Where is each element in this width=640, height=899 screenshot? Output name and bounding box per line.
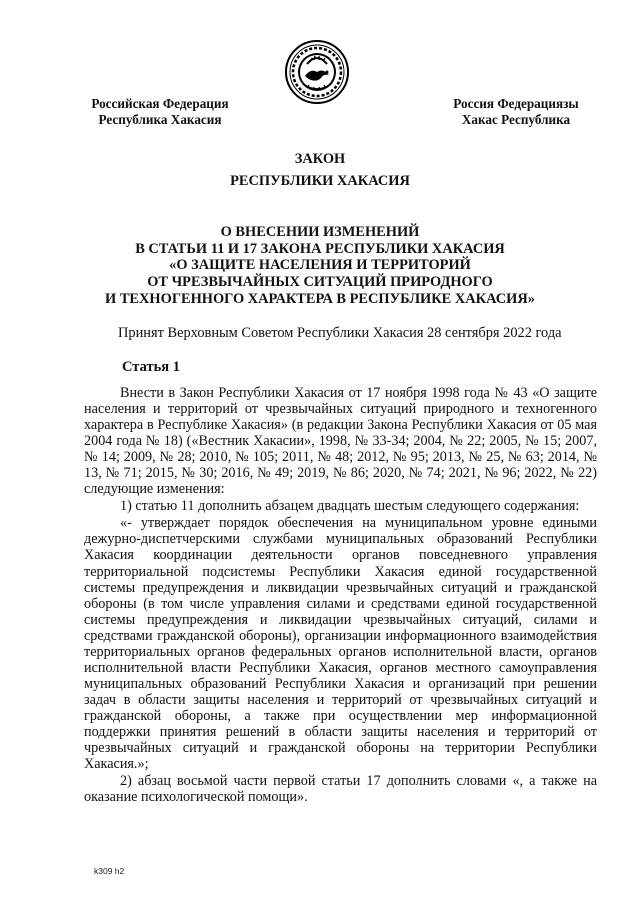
header-right <box>438 96 594 128</box>
article-body <box>84 385 597 805</box>
law-subject <box>0 224 640 308</box>
header-left <box>82 96 238 128</box>
document-code: k309 h2 <box>94 866 125 876</box>
header-right-country: Россия Федерациязы <box>453 96 579 111</box>
subject-line1: О ВНЕСЕНИИ ИЗМЕНЕНИЙ <box>220 224 420 240</box>
header-right-republic: Хакас Республика <box>461 112 571 127</box>
subject-line2: В СТАТЬИ 11 И 17 ЗАКОНА РЕСПУБЛИКИ ХАКАСИЯ <box>135 240 505 257</box>
law-title-line2: РЕСПУБЛИКИ ХАКАСИЯ <box>230 172 410 189</box>
subject-line3: «О ЗАЩИТЕ НАСЕЛЕНИЯ И ТЕРРИТОРИЙ <box>169 257 471 274</box>
subject-line5: И ТЕХНОГЕННОГО ХАРАКТЕРА В РЕСПУБЛИКЕ ХАКАСИЯ» <box>105 290 535 307</box>
article-paragraph: 1) статью 11 дополнить абзацем двадцать шестым следующего содержания: <box>120 498 580 515</box>
subject-line4: ОТ ЧРЕЗВЫЧАЙНЫХ СИТУАЦИЙ ПРИРОДНОГО <box>147 274 493 291</box>
article-paragraph: 2) абзац восьмой части первой статьи 17 дополнить словами «, а также на оказание психологической помощи». <box>84 773 597 806</box>
adoption-statement: Принят Верховным Советом Республики Хакасия 28 сентября 2022 года <box>118 325 562 341</box>
coat-of-arms-emblem <box>283 38 351 106</box>
article-paragraph: «- утверждает порядок обеспечения на муниципальном уровне едиными дежурно-диспетчерскими службами муниципальных образований Республики Хакасия координации деятельности органов повседневного управления территориальной подсистемы Республики Хакасия единой государственной системы предупреждения и ликвидации чрезвычайных ситуаций и гражданской обороны (в том числе управления силами и средствами единой государственной системы предупреждения и ликвидации чрезвычайных ситуаций, силами и средствами гражданской обороны), организации информационного взаимодействия территориальных органов федеральных органов исполнительной власти, органов исполнительной власти Республики Хакасия, органов местного самоуправления муниципальных образований Республики Хакасия и организаций при решении задач в области защиты населения и территорий от чрезвычайных ситуаций и гражданской обороны, а также при осуществлении мер информационной поддержки принятия решений в области защиты населения и территорий от чрезвычайных ситуаций и гражданской обороны на территории Республики Хакасия.»; <box>84 515 597 773</box>
law-title <box>0 151 640 194</box>
article-heading: Статья 1 <box>122 359 180 375</box>
law-title-line1: ЗАКОН <box>294 151 346 167</box>
header-left-republic: Республика Хакасия <box>98 112 222 127</box>
header-left-country: Российская Федерация <box>91 96 229 111</box>
article-paragraph: Внести в Закон Республики Хакасия от 17 ноября 1998 года № 43 «О защите населения и территорий от чрезвычайных ситуаций природного и техногенного характера в Республике Хакасия» (в редакции Закона Республики Хакасия от 05 мая 2004 года № 18) («Вестник Хакасии», 1998, № 33-34; 2004, № 22; 2005, № 15; 2007, № 14; 2009, № 28; 2010, № 105; 2011, № 48; 2012, № 95; 2013, № 25, № 63; 2014, № 13, № 71; 2015, № 30; 2016, № 49; 2019, № 86; 2020, № 74; 2021, № 96; 2022, № 22) следующие изменения: <box>84 385 597 498</box>
emblem-icon <box>283 38 351 106</box>
